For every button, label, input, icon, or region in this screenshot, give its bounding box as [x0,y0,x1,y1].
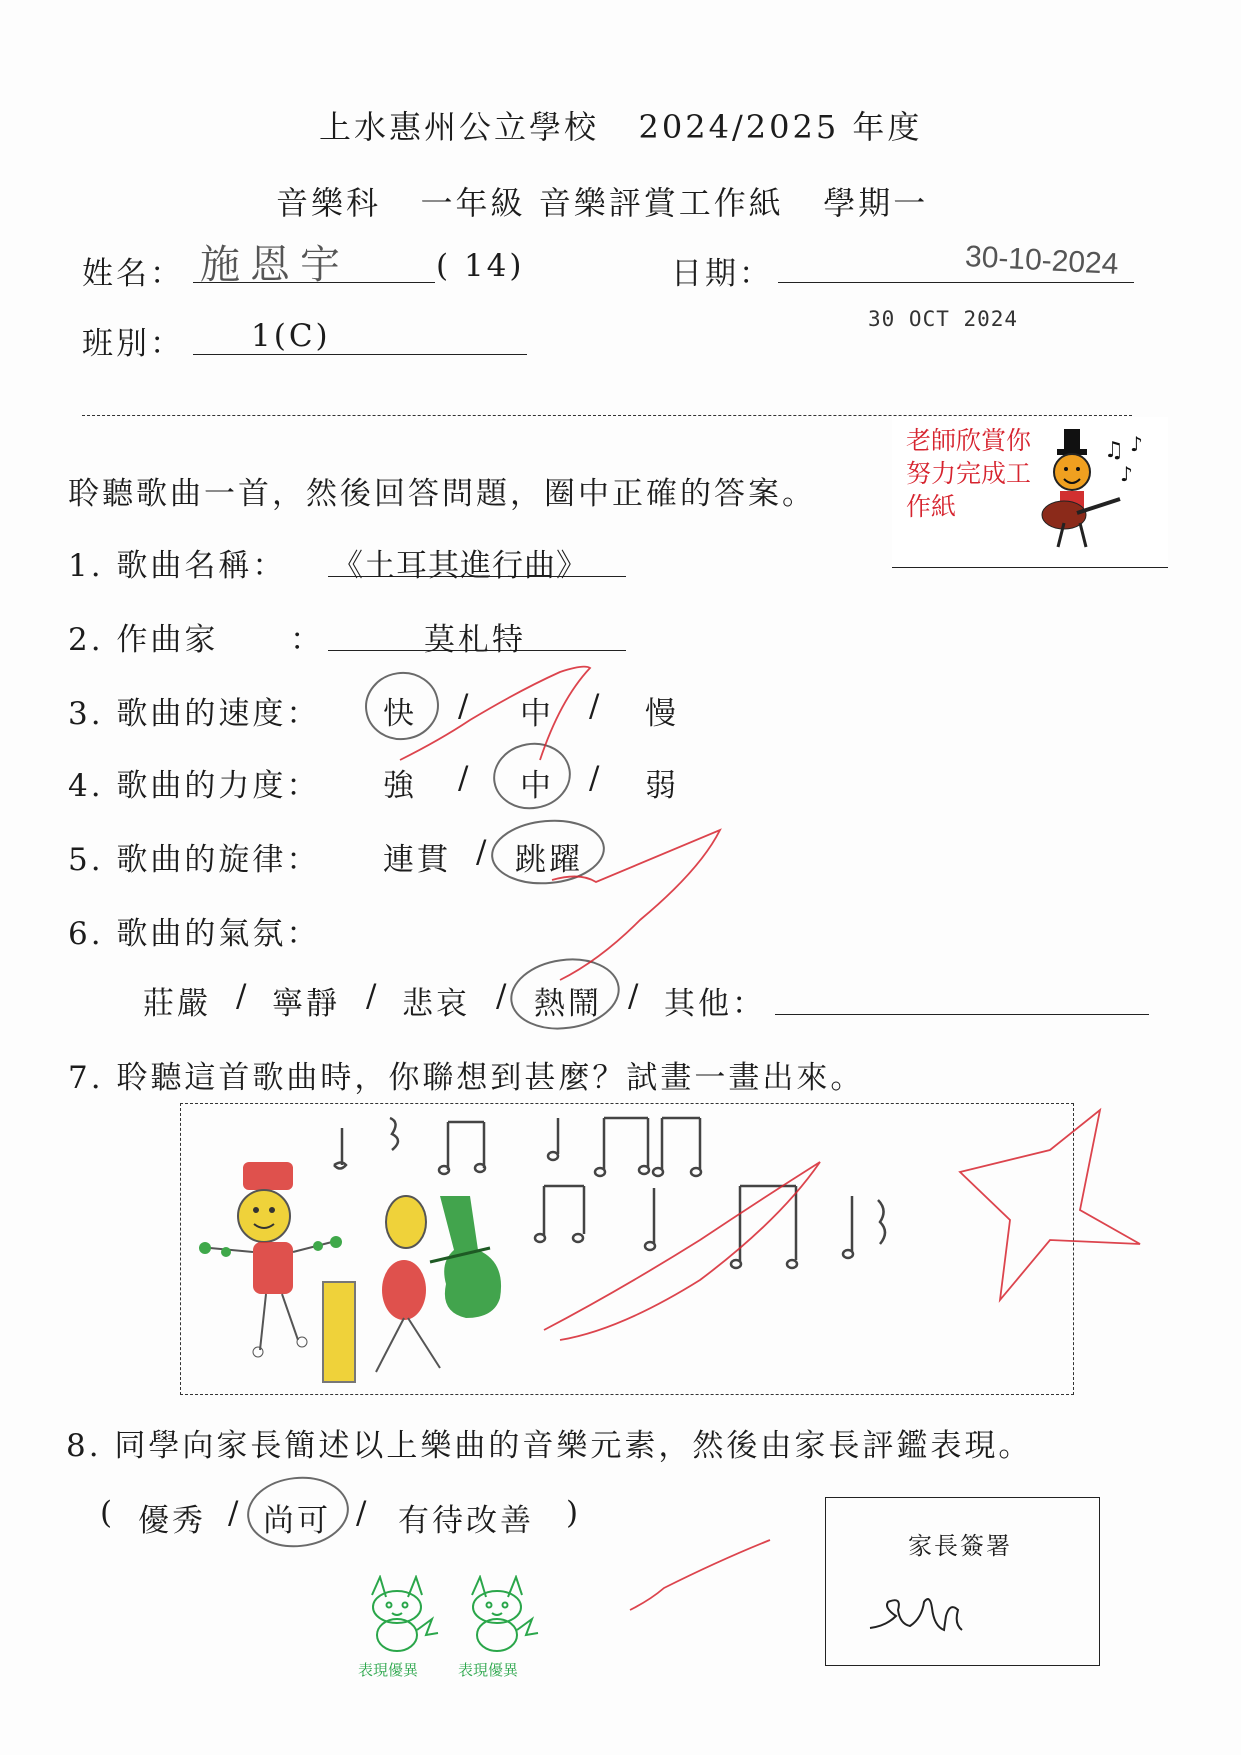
q3-option-slow[interactable]: 慢 [645,696,679,732]
badge-text: 表現優異 [458,1661,519,1679]
q2-colon: ： [290,622,324,658]
q4-option-medium[interactable]: 中 [520,768,554,804]
q5-sep: / [476,834,490,870]
school-year: 2024/2025 [638,108,840,146]
badge-pikachu [452,1575,544,1685]
class-label: 班別： [82,326,184,362]
q4-sep: / [458,760,472,796]
q6-other-field[interactable] [775,978,1149,1015]
q5-label: 5. 歌曲的旋律： [68,842,321,878]
q1-answer: 《土耳其進行曲》 [332,548,588,584]
q6-label: 6. 歌曲的氣氛： [68,916,321,952]
q6-option-solemn[interactable]: 莊嚴 [143,986,211,1022]
guitar-kid-icon [892,417,1168,567]
q8-option-fair[interactable]: 尚可 [263,1503,331,1539]
q8-option-excellent[interactable]: 優秀 [138,1503,206,1539]
badge-text: 表現優異 [358,1661,419,1679]
q6-option-sad[interactable]: 悲哀 [402,986,470,1022]
q6-option-other[interactable]: 其他： [664,986,766,1022]
svg-text:♫: ♫ [1104,438,1124,463]
q8-sep: / [356,1495,370,1531]
q5-option-legato[interactable]: 連貫 [383,842,451,878]
worksheet-title: 音樂科 一年級 音樂評賞工作紙 學期一 [276,184,929,222]
student-number: ( 14) [436,248,525,284]
parent-signature-box[interactable] [825,1497,1100,1666]
q3-option-fast[interactable]: 快 [383,696,417,732]
red-tick-upper [400,667,590,760]
q4-label: 4. 歌曲的力度： [68,768,321,804]
q6-sep: / [366,978,380,1014]
q4-option-strong[interactable]: 強 [383,768,417,804]
class-field[interactable] [193,318,527,355]
q8-label: 8. 同學向家長簡述以上樂曲的音樂元素，然後由家長評鑑表現。 [66,1428,1033,1464]
date-label: 日期： [671,256,773,292]
q8-paren-close: ) [566,1495,582,1531]
school-name: 上水惠州公立學校 2024/2025 年度 [319,108,923,146]
q6-sep: / [496,978,510,1014]
instructions: 聆聽歌曲一首，然後回答問題，圈中正確的答案。 [68,476,816,512]
parent-signature-mark [826,1498,1099,1665]
date-stamp: 30 OCT 2024 [868,307,1019,331]
q3-sep: / [458,688,472,724]
q6-sep: / [236,978,250,1014]
svg-text:♪: ♪ [1130,432,1143,456]
q1-label: 1. 歌曲名稱： [68,548,287,584]
q4-sep: / [589,760,603,796]
q3-label: 3. 歌曲的速度： [68,696,321,732]
q3-sep: / [589,688,603,724]
badge-pikachu [352,1575,444,1685]
drawing-area[interactable] [180,1103,1074,1395]
q4-option-weak[interactable]: 弱 [645,768,679,804]
name-value: 施恩宇 [200,243,350,287]
pikachu-icon [352,1575,444,1655]
q8-paren-open: ( [100,1495,116,1531]
date-value: 30-10-2024 [964,240,1120,281]
q2-answer: 莫札特 [424,622,526,658]
q6-sep: / [628,978,642,1014]
pikachu-icon [452,1575,544,1655]
svg-text:♪: ♪ [1120,462,1133,486]
q5-option-staccato[interactable]: 跳躍 [515,842,583,878]
q2-label: 2. 作曲家 [68,622,219,658]
teacher-sticker [892,417,1168,568]
q6-option-lively[interactable]: 熱鬧 [534,986,602,1022]
signature-label: 家長簽署 [908,1532,1012,1560]
sticker-text: 老師欣賞你努力完成工作紙 [906,427,1032,521]
q8-sep: / [228,1495,242,1531]
q3-option-medium[interactable]: 中 [520,696,554,732]
name-label: 姓名： [82,256,184,292]
q8-option-improve[interactable]: 有待改善 [398,1503,534,1539]
class-value: 1(C) [251,318,331,354]
separator-line [82,415,1132,416]
q7-label: 7. 聆聽這首歌曲時，你聯想到甚麼？試畫一畫出來。 [68,1060,865,1096]
red-tick-bottom [630,1540,770,1610]
q6-option-calm[interactable]: 寧靜 [272,986,340,1022]
